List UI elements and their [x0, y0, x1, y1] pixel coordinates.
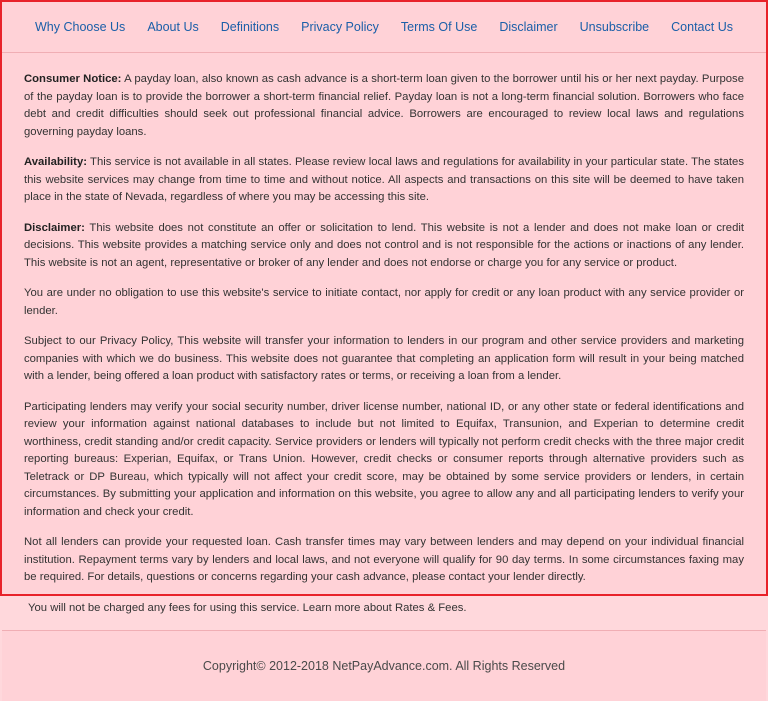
copyright-text: Copyright© 2012-2018 NetPayAdvance.com. All Rights Reserved	[202, 659, 566, 673]
nav-link-about-us[interactable]: About Us	[147, 19, 199, 34]
nav-link-disclaimer[interactable]: Disclaimer	[499, 19, 558, 34]
nav-link-terms-of-use[interactable]: Terms Of Use	[400, 19, 478, 34]
nav-link-definitions[interactable]: Definitions	[220, 19, 280, 34]
paragraph-lead: Disclaimer:	[24, 221, 85, 234]
paragraph-body: A payday loan, also known as cash advance is a short-term loan given to the borrower until his or her next payday. Purpose of the payday loan is to provide the borrower a short-term financial relief. Payday loan is not a long-term financial solution. Borrowers who face debt and credit difficulties should seek out professional financial advice. Borrowers are encouraged to review local laws and regulations governing payday loans.	[24, 73, 744, 138]
paragraph-credit-verification	[24, 399, 744, 522]
paragraph-body: You are under no obligation to use this website's service to initiate contact, nor apply for credit or any loan product with any service provider or lender.	[24, 287, 744, 317]
paragraph-lead: Consumer Notice:	[24, 73, 122, 85]
paragraph-information-transfer	[24, 333, 744, 386]
main-navigation	[2, 2, 766, 53]
paragraph-no-obligation	[24, 285, 744, 320]
paragraph-consumer-notice	[24, 71, 744, 141]
nav-link-unsubscribe[interactable]: Unsubscribe	[579, 19, 650, 34]
paragraph-lead: Availability:	[24, 156, 87, 168]
nav-link-why-choose-us[interactable]: Why Choose Us	[35, 19, 126, 34]
paragraph-body: You will not be charged any fees for using this service. Learn more about Rates & Fees.	[28, 601, 467, 614]
paragraph-body: This service is not available in all states. Please review local laws and regulations for availability in your particular state. The states this website services may change from time to time and without notice. All aspects and transactions on this site will be deemed to have taken place in the state of Nevada, regardless of where you may be accessing this site.	[24, 156, 744, 203]
paragraph-lender-terms	[24, 534, 744, 587]
paragraph-body: Subject to our Privacy Policy, This website will transfer your information to lenders in our program and other service providers and marketing companies with which we do business. This website does not guarantee that completing an application form will result in your being matched with a lender, being offered a loan product with satisfactory rates or terms, or receiving a loan from a lender.	[24, 335, 744, 382]
paragraph-availability	[24, 154, 744, 207]
nav-link-contact-us[interactable]: Contact Us	[671, 19, 733, 34]
paragraph-body: This website does not constitute an offer or solicitation to lend. This website is not a lender and does not make loan or credit decisions. This website provides a matching service only and does not control and is not responsible for the actions or inactions of any lender. This website is not an agent, representative or broker of any lender and does not endorse or charge you for any service or product.	[24, 221, 744, 269]
nav-link-privacy-policy[interactable]: Privacy Policy	[301, 19, 379, 34]
paragraph-body: Not all lenders can provide your requested loan. Cash transfer times may vary between lenders and may depend on your individual financial institution. Repayment terms vary by lenders and local laws, and not everyone will qualify for 90 day terms. In some circumstances faxing may be required. For details, questions or concerns regarding your cash advance, please contact your lender directly.	[24, 536, 744, 583]
paragraph-disclaimer	[24, 220, 744, 273]
page-footer	[2, 630, 766, 701]
paragraph-no-fees	[24, 600, 744, 618]
paragraph-body: Participating lenders may verify your social security number, driver license number, national ID, or any other state or federal identifications and review your information against national databases to include but not limited to Equifax, Transunion, and Experian to determine credit worthiness, credit standing and/or credit capacity. Service providers or lenders will typically not perform credit checks with the three major credit reporting bureaus: Experian, Equifax, or Trans Union. However, credit checks or consumer reports through alternative providers such as Teletrack or DP Bureau, which typically will not affect your credit score, may be obtained by some service providers or lenders, in certain circumstances. By submitting your application and information on this website, you agree to allow any and all participating lenders to verify your information and check your credit.	[24, 400, 744, 518]
legal-content	[2, 53, 766, 630]
